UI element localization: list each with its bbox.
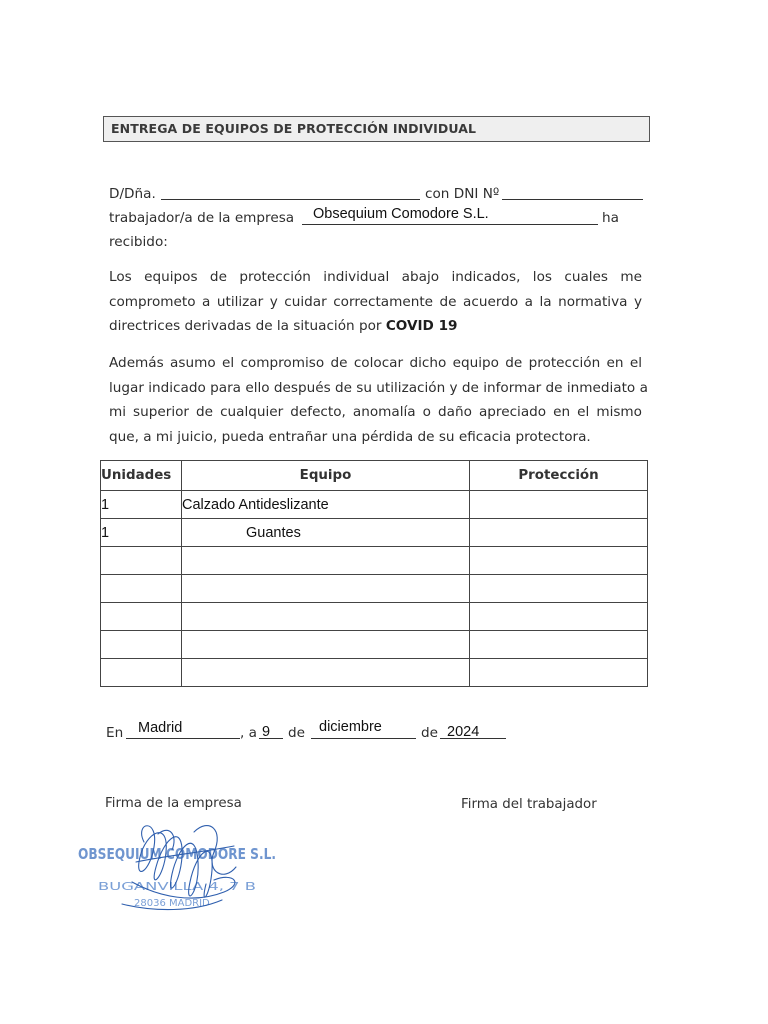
paragraph-line: lugar indicado para ello después de su utilización y de informar de inmediato a [109, 379, 648, 396]
year-value: 2024 [447, 724, 480, 740]
units-cell[interactable]: 1 [101, 491, 182, 519]
dni-label: con DNI Nº [425, 186, 500, 202]
date-a-label: , a [240, 725, 257, 741]
paragraph-line: que, a mi juicio, pueda entrañar una pérdida de su eficacia protectora. [109, 428, 591, 445]
paragraph-line [109, 314, 642, 339]
units-cell[interactable] [101, 547, 182, 575]
table-row [101, 491, 648, 519]
paragraph-line: comprometo a utilizar y cuidar correctamente de acuerdo a la normativa y [109, 293, 642, 310]
company-stamp [74, 812, 284, 916]
stamp-city: 28036 MADRID [134, 898, 210, 909]
paragraph-line-text: directrices derivadas de la situación por [109, 318, 386, 334]
equipment-cell[interactable]: Calzado Antideslizante [182, 491, 470, 519]
table-row [101, 575, 648, 603]
form-title: ENTREGA DE EQUIPOS DE PROTECCIÓN INDIVIDUAL [111, 121, 477, 136]
city-value: Madrid [138, 720, 183, 736]
table-row [101, 603, 648, 631]
company-value: Obsequium Comodore S.L. [313, 206, 489, 222]
units-cell[interactable] [101, 659, 182, 687]
date-de-label: de [288, 725, 305, 741]
month-value: diciembre [319, 719, 382, 735]
protection-cell[interactable] [470, 659, 648, 687]
protection-cell[interactable] [470, 575, 648, 603]
month-field[interactable] [311, 738, 416, 739]
paragraph-line: Los equipos de protección individual abajo indicados, los cuales me [109, 269, 642, 285]
covid-emphasis: COVID 19 [385, 318, 458, 334]
protection-cell[interactable] [470, 519, 648, 547]
paragraph-line: Además asumo el compromiso de colocar dicho equipo de protección en el [109, 355, 642, 371]
company-label: trabajador/a de la empresa [109, 210, 295, 226]
protection-cell[interactable] [470, 631, 648, 659]
stamp-address: BUGANVILLA 4, 7 B [98, 880, 256, 893]
equipment-table [100, 460, 648, 687]
units-cell[interactable] [101, 631, 182, 659]
date-en-label: En [106, 725, 124, 741]
commitment-paragraph [109, 265, 642, 339]
name-field[interactable] [161, 199, 420, 200]
equipment-cell[interactable] [182, 575, 470, 603]
table-row [101, 519, 648, 547]
signature-scribble [122, 826, 236, 910]
city-field[interactable] [126, 738, 240, 739]
table-row [101, 631, 648, 659]
table-header-row [101, 461, 648, 491]
date-de2-label: de [421, 725, 438, 741]
stamp-company-name: OBSEQUIUM COMODORE S.L. [78, 845, 276, 863]
company-field[interactable] [302, 224, 598, 225]
units-cell[interactable] [101, 603, 182, 631]
paragraph-line: mi superior de cualquier defecto, anomalía o daño apreciado en el mismo [109, 404, 642, 420]
protection-cell[interactable] [470, 603, 648, 631]
table-row [101, 659, 648, 687]
equipment-cell[interactable] [182, 603, 470, 631]
name-label: D/Dña. [109, 186, 156, 202]
protection-header: Protección [470, 461, 648, 491]
form-title-box [103, 116, 650, 142]
equipment-cell[interactable] [182, 631, 470, 659]
units-cell[interactable] [101, 575, 182, 603]
company-suffix: ha [602, 210, 619, 226]
worker-signature-area[interactable] [455, 820, 635, 900]
worker-signature-label: Firma del trabajador [461, 797, 597, 812]
table-row [101, 547, 648, 575]
dni-field[interactable] [502, 199, 643, 200]
company-signature-label: Firma de la empresa [105, 796, 242, 811]
protection-cell[interactable] [470, 547, 648, 575]
units-header: Unidades [101, 461, 182, 491]
equipment-cell[interactable]: Guantes [182, 519, 470, 547]
day-value: 9 [262, 724, 271, 740]
equipment-cell[interactable] [182, 659, 470, 687]
units-cell[interactable]: 1 [101, 519, 182, 547]
equipment-cell[interactable] [182, 547, 470, 575]
protection-cell[interactable] [470, 491, 648, 519]
responsibility-paragraph [109, 351, 648, 449]
received-label: recibido: [109, 234, 168, 250]
equipment-header: Equipo [182, 461, 470, 491]
